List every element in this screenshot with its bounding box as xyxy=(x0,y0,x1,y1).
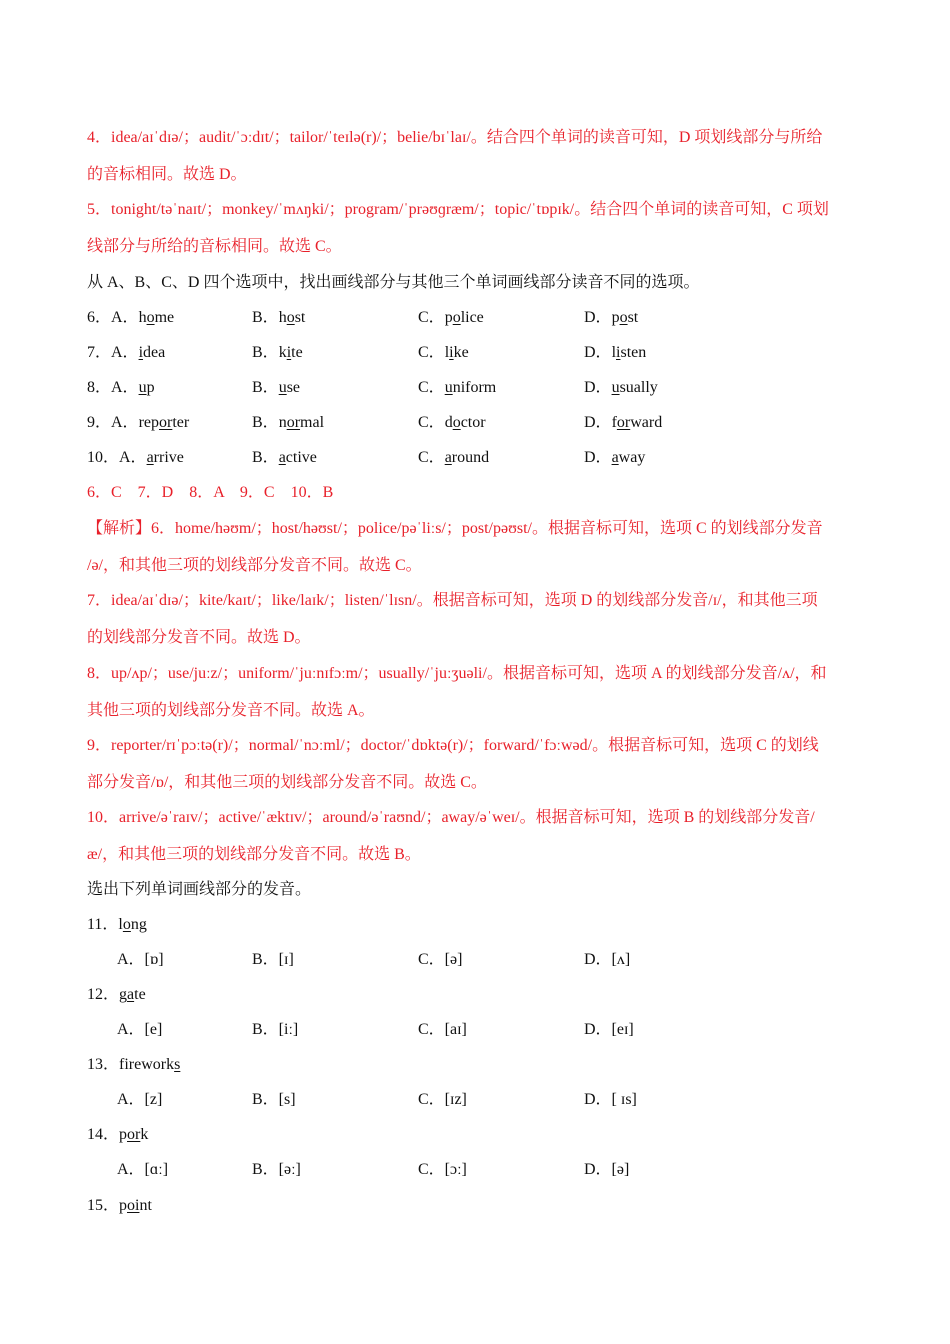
question-number: 7．A． xyxy=(87,344,139,361)
underlined-part: a xyxy=(127,986,135,1003)
option-d: D．[ə] xyxy=(584,1161,630,1178)
option-b: B．kite xyxy=(252,344,303,361)
underlined-part: or xyxy=(159,414,173,431)
question-14: 14．pork xyxy=(87,1126,149,1143)
question-13: 13．fireworks xyxy=(87,1056,181,1073)
option-c: C．[ə] xyxy=(418,951,463,968)
question-number: 10．A． xyxy=(87,449,147,466)
option-b: B．[s] xyxy=(252,1091,296,1108)
analysis-q6-line2: /ə/，和其他三项的划线部分发音不同。故选 C。 xyxy=(87,557,422,574)
option-d: D．[ ɪs] xyxy=(584,1091,637,1108)
question-6: 6．A．home xyxy=(87,309,175,326)
section3-instruction: 选出下列单词画线部分的发音。 xyxy=(87,881,312,898)
analysis-q7-line2: 的划线部分发音不同。故选 D。 xyxy=(87,629,311,646)
option-d: D．post xyxy=(584,309,639,326)
analysis-tag: 【解析】 xyxy=(87,520,152,537)
question-15: 15．point xyxy=(87,1197,152,1214)
question-number: 14． xyxy=(87,1126,120,1143)
underlined-part: s xyxy=(174,1056,181,1073)
option-b: B．host xyxy=(252,309,306,326)
analysis-q5-line1: 5．tonight/təˈnaɪt/；monkey/ˈmʌŋki/；program/ˈprəʊɡræm/；topic/ˈtɒpɪk/。结合四个单词的读音可知，C 项划 xyxy=(87,201,829,218)
option-c: C．doctor xyxy=(418,414,486,431)
option-c: C．like xyxy=(418,344,469,361)
underlined-part: or xyxy=(127,1126,141,1143)
option-c: C．[aɪ] xyxy=(418,1021,467,1038)
answer-key: 6．C 7．D 8．A 9．C 10．B xyxy=(87,484,334,501)
question-10: 10．A．arrive xyxy=(87,449,184,466)
question-number: 6．A． xyxy=(87,309,139,326)
analysis-q9-line2: 部分发音/ɒ/，和其他三项的划线部分发音不同。故选 C。 xyxy=(87,774,487,791)
option-d: D．[eɪ] xyxy=(584,1021,634,1038)
underlined-part: o xyxy=(122,916,131,933)
question-7: 7．A．idea xyxy=(87,344,166,361)
option-b: B．[ɪ] xyxy=(252,951,294,968)
section2-instruction: 从 A、B、C、D 四个选项中，找出画线部分与其他三个单词画线部分读音不同的选项。 xyxy=(87,274,700,291)
option-b: B．use xyxy=(252,379,301,396)
question-12: 12．gate xyxy=(87,986,146,1003)
underlined-part: oi xyxy=(127,1197,140,1214)
option-b: B．normal xyxy=(252,414,325,431)
option-c: C．[ɪz] xyxy=(418,1091,467,1108)
option-d: D．usually xyxy=(584,379,658,396)
analysis-q6-line1: 【解析】6．home/həʊm/；host/həʊst/；police/pəˈliːs/；post/pəʊst/。根据音标可知，选项 C 的划线部分发音 xyxy=(87,520,823,537)
option-b: B．[əː] xyxy=(252,1161,301,1178)
option-a: A．[z] xyxy=(117,1091,163,1108)
option-d: D．away xyxy=(584,449,646,466)
question-8: 8．A．up xyxy=(87,379,155,396)
option-d: D．forward xyxy=(584,414,663,431)
analysis-q8-line1: 8．up/ʌp/；use/juːz/；uniform/ˈjuːnɪfɔːm/；usually/ˈjuːʒuəli/。根据音标可知，选项 A 的划线部分发音/ʌ/，和 xyxy=(87,665,827,682)
question-9: 9．A．reporter xyxy=(87,414,190,431)
analysis-q9-line1: 9．reporter/rɪˈpɔːtə(r)/；normal/ˈnɔːml/；doctor/ˈdɒktə(r)/；forward/ˈfɔːwəd/。根据音标可知，选项 C 的划线 xyxy=(87,737,819,754)
option-b: B．[iː] xyxy=(252,1021,299,1038)
analysis-q10-line2: æ/，和其他三项的划线部分发音不同。故选 B。 xyxy=(87,846,421,863)
option-c: C．around xyxy=(418,449,490,466)
underlined-part: a xyxy=(146,449,154,466)
question-number: 12． xyxy=(87,986,120,1003)
option-d: D．[ʌ] xyxy=(584,951,631,968)
option-c: C．[ɔː] xyxy=(418,1161,467,1178)
question-number: 8．A． xyxy=(87,379,139,396)
underlined-part: i xyxy=(138,344,144,361)
question-number: 11． xyxy=(87,916,119,933)
analysis-q4-line1: 4．idea/aɪˈdɪə/；audit/ˈɔːdɪt/；tailor/ˈteɪlə(r)/；belie/bɪˈlaɪ/。结合四个单词的读音可知，D 项划线部分与所给 xyxy=(87,129,823,146)
option-a: A．[ɒ] xyxy=(117,951,164,968)
option-c: C．police xyxy=(418,309,484,326)
analysis-q4-line2: 的音标相同。故选 D。 xyxy=(87,166,247,183)
option-a: A．[e] xyxy=(117,1021,163,1038)
option-b: B．active xyxy=(252,449,317,466)
question-number: 15． xyxy=(87,1197,120,1214)
analysis-q5-line2: 线部分与所给的音标相同。故选 C。 xyxy=(87,238,342,255)
analysis-q7-line1: 7．idea/aɪˈdɪə/；kite/kaɪt/；like/laɪk/；listen/ˈlɪsn/。根据音标可知，选项 D 的划线部分发音/ɪ/，和其他三项 xyxy=(87,592,818,609)
option-a: A．[ɑː] xyxy=(117,1161,169,1178)
question-11: 11．long xyxy=(87,916,147,933)
analysis-q8-line2: 其他三项的划线部分发音不同。故选 A。 xyxy=(87,702,375,719)
analysis-q10-line1: 10．arrive/əˈraɪv/；active/ˈæktɪv/；around/əˈraʊnd/；away/əˈweɪ/。根据音标可知，选项 B 的划线部分发音/ xyxy=(87,809,815,826)
underlined-part: u xyxy=(138,379,147,396)
question-number: 9．A． xyxy=(87,414,139,431)
option-d: D．listen xyxy=(584,344,647,361)
question-number: 13． xyxy=(87,1056,120,1073)
underlined-part: o xyxy=(146,309,155,326)
option-c: C．uniform xyxy=(418,379,497,396)
